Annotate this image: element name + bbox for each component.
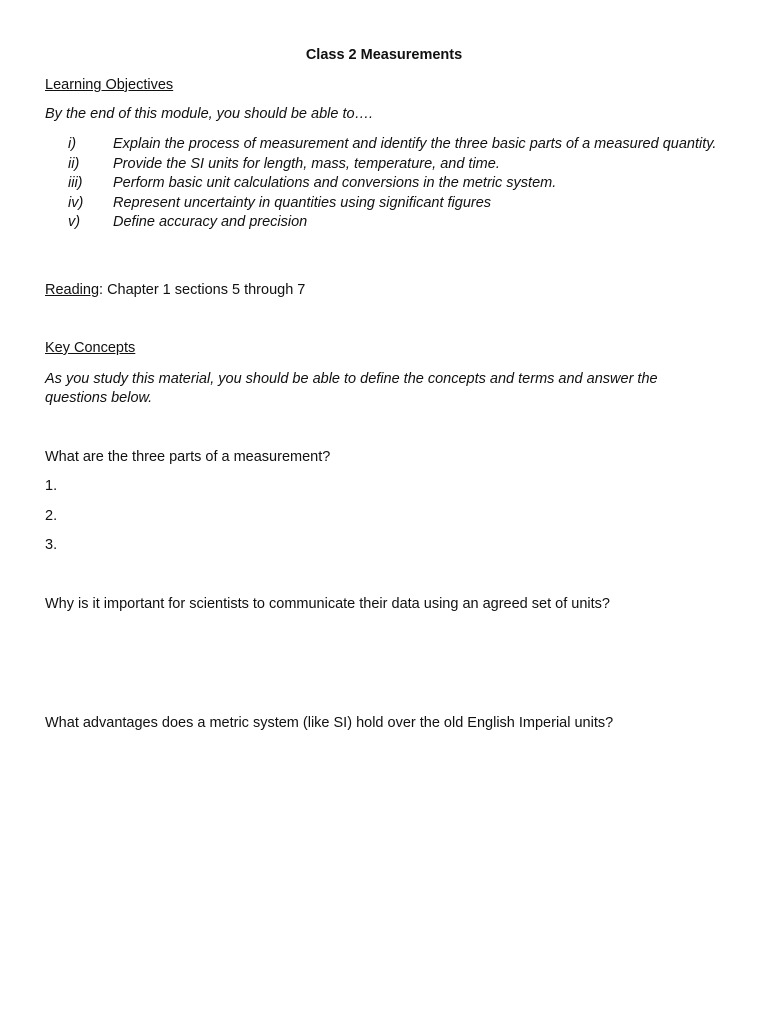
objectives-intro: By the end of this module, you should be able to….	[45, 106, 374, 122]
objective-text: Represent uncertainty in quantities using significant figures	[113, 194, 492, 211]
objective-item	[68, 135, 718, 155]
question-1: What are the three parts of a measurement?	[45, 449, 331, 465]
objective-number: v)	[68, 214, 81, 230]
question-3: What advantages does a metric system (like SI) hold over the old English Imperial units?	[45, 715, 614, 731]
objective-number: iv)	[68, 194, 84, 211]
objective-text: Provide the SI units for length, mass, temperature, and time.	[113, 155, 500, 172]
reading-label: Reading	[45, 282, 100, 298]
objective-number: i)	[68, 136, 77, 152]
key-concepts-heading: Key Concepts	[45, 340, 136, 356]
objective-item	[68, 213, 718, 233]
objective-text: Perform basic unit calculations and conversions in the metric system.	[113, 175, 557, 191]
objective-text: Define accuracy and precision	[113, 214, 308, 230]
objective-number: ii)	[68, 155, 80, 172]
objectives-list	[68, 135, 718, 233]
objective-item	[68, 155, 718, 175]
objective-text: Explain the process of measurement and identify the three basic parts of a measured quantity.	[113, 136, 717, 152]
learning-objectives-heading: Learning Objectives	[45, 77, 174, 93]
document-title: Class 2 Measurements	[305, 47, 463, 63]
key-concepts-intro: As you study this material, you should be able to define the concepts and terms and answer the questions below.	[45, 371, 658, 406]
reading-text: : Chapter 1 sections 5 through 7	[99, 282, 306, 298]
answer-number: 1.	[45, 478, 58, 494]
objective-item	[68, 194, 718, 214]
objective-item	[68, 174, 718, 194]
answer-number: 2.	[45, 508, 58, 524]
question-2: Why is it important for scientists to communicate their data using an agreed set of units?	[45, 596, 610, 612]
reading-line	[45, 282, 305, 298]
objective-number: iii)	[68, 175, 83, 191]
answer-number: 3.	[45, 537, 58, 553]
